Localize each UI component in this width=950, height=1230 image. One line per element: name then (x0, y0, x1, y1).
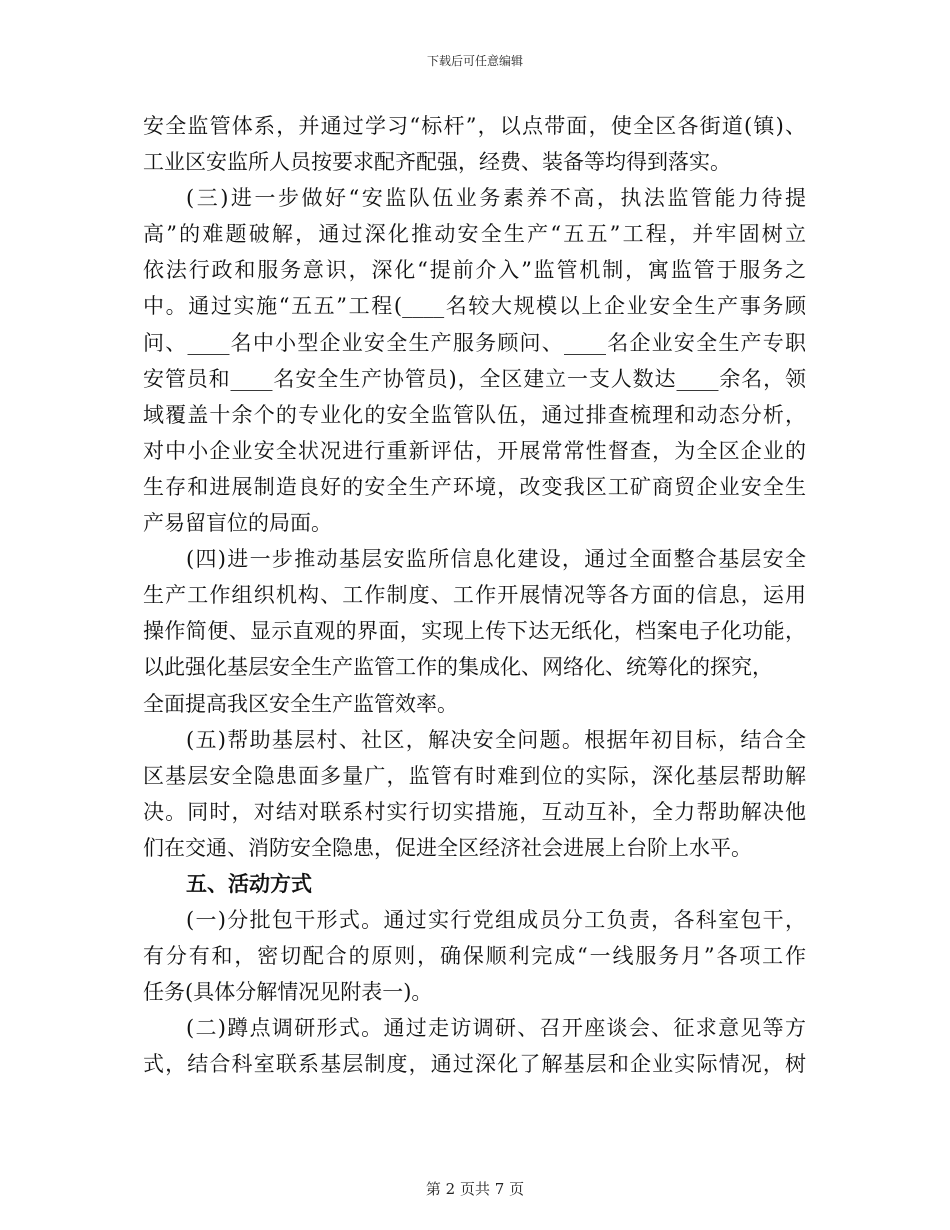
text-line: 区基层安全隐患面多量广，监管有时难到位的实际，深化基层帮助解 (143, 763, 806, 788)
text-line: (五)帮助基层村、社区，解决安全问题。根据年初目标，结合全 (186, 727, 806, 752)
text-line: 安管员和____名安全生产协管员)，全区建立一支人数达____余名，领 (143, 366, 806, 391)
text-line: (二)蹲点调研形式。通过走访调研、召开座谈会、征求意见等方 (186, 1016, 806, 1041)
text-line: 依法行政和服务意识，深化“提前介入”监管机制，寓监管于服务之 (143, 258, 806, 283)
text-line: 问、____名中小型企业安全生产服务顾问、____名企业安全生产专职 (143, 330, 806, 355)
text-line: 生存和进展制造良好的安全生产环境，改变我区工矿商贸企业安全生 (143, 474, 806, 499)
text-line: 安全监管体系，并通过学习“标杆”，以点带面，使全区各街道(镇)、 (143, 114, 806, 138)
text-line: (一)分批包干形式。通过实行党组成员分工负责，各科室包干， (186, 908, 806, 933)
text-line: (三)进一步做好“安监队伍业务素养不高，执法监管能力待提 (186, 186, 806, 211)
text-line: 决。同时，对结对联系村实行切实措施，互动互补，全力帮助解决他 (143, 799, 806, 824)
text-line: 操作简便、显示直观的界面，实现上传下达无纸化，档案电子化功能， (143, 619, 806, 644)
section-heading: 五、活动方式 (186, 871, 312, 896)
page-footer: 第 2 页共 7 页 (425, 1180, 525, 1198)
text-line: 以此强化基层安全生产监管工作的集成化、网络化、统筹化的探究， (143, 655, 773, 680)
text-line: 产易留盲位的局面。 (143, 511, 332, 536)
text-line: 高”的难题破解，通过深化推动安全生产“五五”工程，并牢固树立 (143, 222, 806, 247)
text-line: 任务(具体分解情况见附表一)。 (143, 980, 433, 1005)
text-line: 们在交通、消防安全隐患，促进全区经济社会进展上台阶上水平。 (143, 835, 752, 860)
text-line: 对中小企业安全状况进行重新评估，开展常常性督查，为全区企业的 (143, 438, 806, 463)
text-line: 生产工作组织机构、工作制度、工作开展情况等各方面的信息，运用 (143, 583, 806, 608)
page-header: 下载后可任意编辑 (426, 54, 523, 68)
document-body (143, 108, 806, 1083)
text-line: 域覆盖十余个的专业化的安全监管队伍，通过排查梳理和动态分析， (143, 402, 806, 427)
text-line: 全面提高我区安全生产监管效率。 (143, 691, 458, 716)
text-line: (四)进一步推动基层安监所信息化建设，通过全面整合基层安全 (186, 547, 806, 572)
text-line: 有分有和，密切配合的原则，确保顺利完成“一线服务月”各项工作 (143, 944, 806, 969)
text-line: 工业区安监所人员按要求配齐配强，经费、装备等均得到落实。 (143, 150, 731, 175)
text-line: 中。通过实施“五五”工程(____名较大规模以上企业安全生产事务顾 (143, 294, 806, 319)
text-line: 式，结合科室联系基层制度，通过深化了解基层和企业实际情况，树 (143, 1052, 806, 1077)
